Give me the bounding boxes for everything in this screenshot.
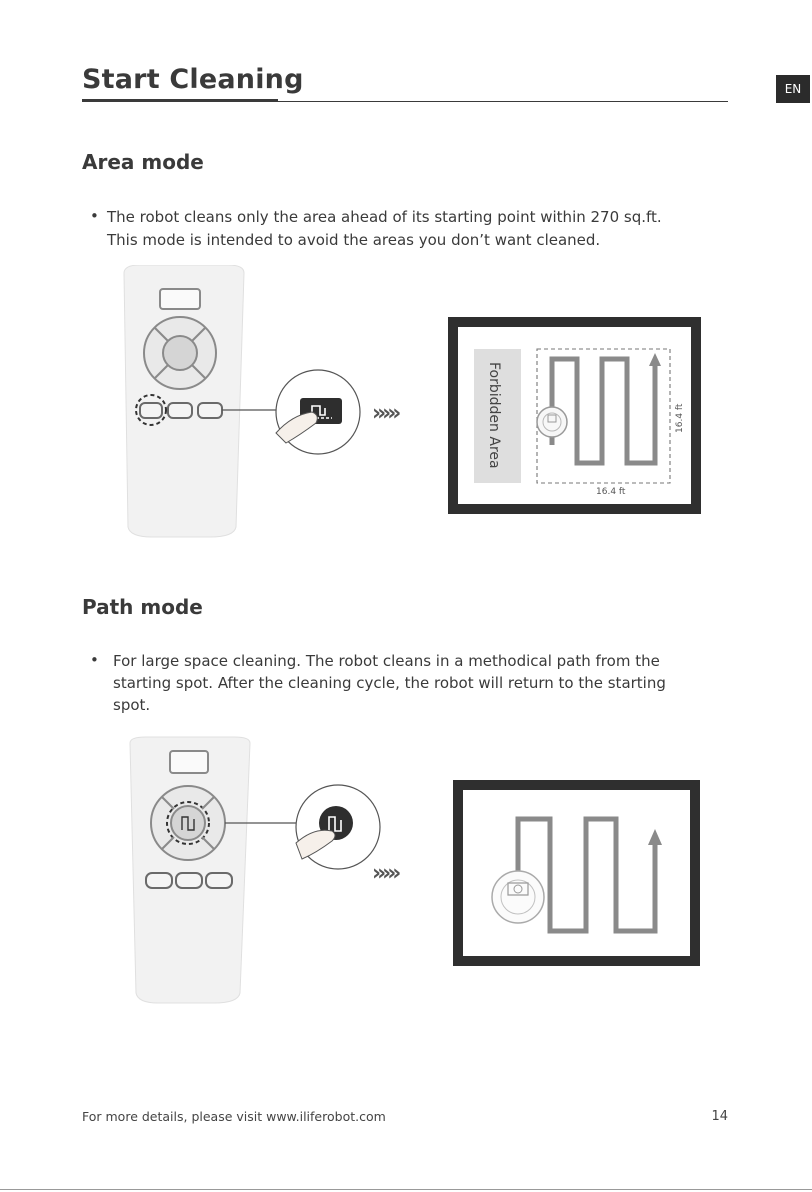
bullet-icon: •	[90, 207, 99, 225]
bullet-icon: •	[90, 651, 99, 669]
path-mode-bullet-line2: starting spot. After the cleaning cycle, the robot will return to the starting	[113, 674, 666, 692]
remote-control-icon	[124, 265, 280, 537]
path-mode-button-zoom-icon	[296, 785, 380, 869]
area-mode-bullet-line1: The robot cleans only the area ahead of its starting point within 270 sq.ft.	[107, 208, 662, 226]
bottom-rule	[0, 1189, 812, 1190]
path-mode-heading: Path mode	[82, 595, 203, 619]
footer-note: For more details, please visit www.iliferobot.com	[82, 1109, 386, 1124]
map-width-label: 16.4 ft	[596, 487, 626, 497]
area-mode-map	[453, 322, 696, 509]
page-number: 14	[711, 1109, 728, 1124]
title-rule	[82, 101, 728, 102]
path-mode-illustration	[110, 735, 710, 1025]
area-mode-bullet-line2: This mode is intended to avoid the areas you don’t want cleaned.	[107, 231, 601, 249]
chevrons-right-icon: ›››››	[372, 401, 398, 426]
remote-control-icon	[130, 737, 296, 1003]
path-mode-bullet-line3: spot.	[113, 696, 151, 714]
path-mode-bullet-line1: For large space cleaning. The robot cleans in a methodical path from the	[113, 652, 660, 670]
area-mode-button-zoom-icon	[276, 370, 360, 454]
map-height-label: 16.4 ft	[675, 403, 685, 433]
chevrons-right-icon: ›››››	[372, 861, 398, 886]
language-tag: EN	[776, 75, 810, 103]
robot-vacuum-icon	[492, 871, 544, 923]
path-mode-map	[458, 785, 695, 961]
forbidden-area-label: Forbidden Area	[486, 362, 502, 469]
area-mode-heading: Area mode	[82, 150, 204, 174]
area-mode-illustration	[110, 265, 710, 555]
robot-vacuum-icon	[537, 407, 567, 437]
page-title: Start Cleaning	[82, 64, 304, 95]
